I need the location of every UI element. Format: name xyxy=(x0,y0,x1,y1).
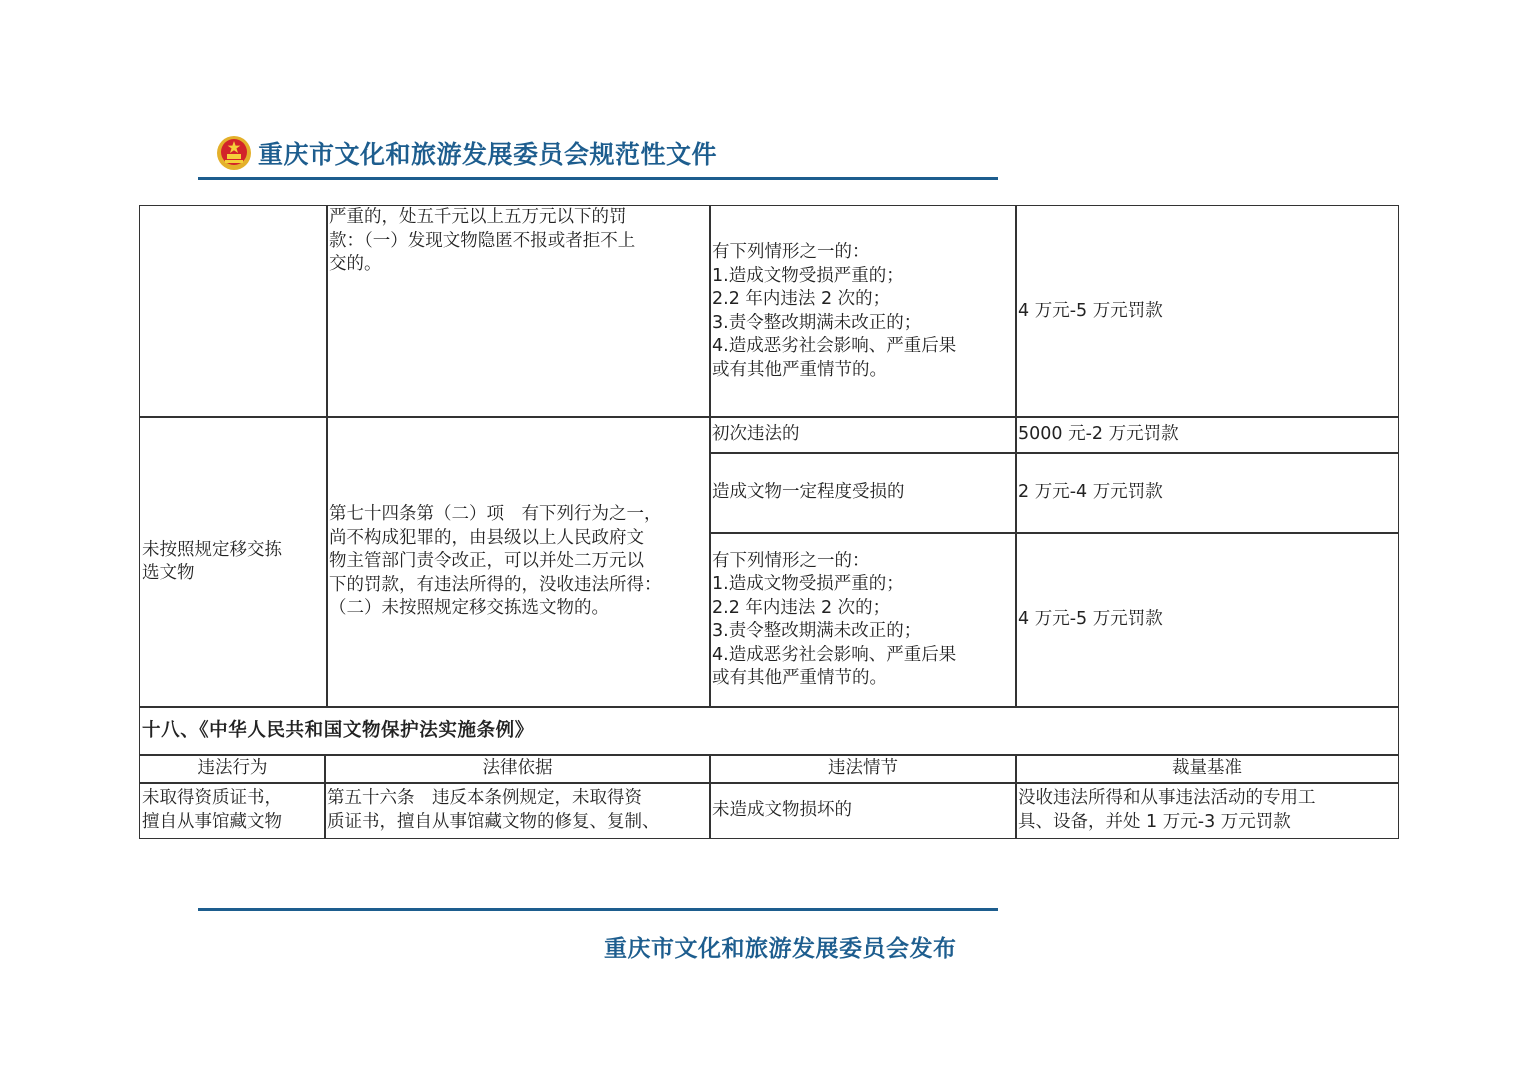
circumstance-cell xyxy=(709,782,1017,839)
circumstance-line: 或有其他严重情节的。 xyxy=(712,359,887,380)
circumstance-cell xyxy=(709,452,1017,534)
circumstance-line: 1.造成文物受损严重的； xyxy=(712,265,904,286)
footer-title: 重庆市文化和旅游发展委员会发布 xyxy=(604,935,957,962)
violation-cell xyxy=(139,416,328,708)
section-title-cell xyxy=(139,706,1399,756)
column-header-label: 违法情节 xyxy=(828,758,898,779)
circumstance-line: 2.2 年内违法 2 次的； xyxy=(712,597,891,618)
standard-cell xyxy=(1015,416,1399,454)
standard-cell xyxy=(1015,782,1399,839)
header-title: 重庆市文化和旅游发展委员会规范性文件 xyxy=(258,140,718,169)
legal-basis-line: 尚不构成犯罪的，由县级以上人民政府文 xyxy=(329,527,644,548)
column-header xyxy=(324,754,711,784)
legal-basis-line: 第五十六条 违反本条例规定，未取得资 xyxy=(327,788,642,808)
column-header xyxy=(709,754,1017,784)
violation-line: 选文物 xyxy=(142,563,195,583)
continued-circumstance-cell xyxy=(709,205,1017,418)
circumstance-cell xyxy=(709,416,1017,454)
column-header-label: 法律依据 xyxy=(482,758,553,779)
standard-cell xyxy=(1015,452,1399,534)
circumstance-line: 3.责令整改期满未改正的； xyxy=(712,312,922,333)
violation-line: 未取得资质证书， xyxy=(142,788,282,808)
legal-basis-line: 交的。 xyxy=(329,254,382,274)
legal-basis-cell xyxy=(324,782,711,839)
column-header xyxy=(1015,754,1399,784)
standard-cell xyxy=(1015,532,1399,708)
section-title: 十八、《中华人民共和国文物保护法实施条例》 xyxy=(142,720,534,742)
legal-basis-line: 第七十四条第（二）项 有下列行为之一， xyxy=(329,504,662,525)
legal-basis-line: 质证书，擅自从事馆藏文物的修复、复制、 xyxy=(327,811,660,832)
column-header-label: 违法行为 xyxy=(197,758,268,779)
national-emblem-icon xyxy=(216,135,252,171)
circumstance-line: 有下列情形之一的： xyxy=(712,242,870,262)
standard-line: 没收违法所得和从事违法活动的专用工 xyxy=(1018,788,1316,808)
violation-line: 擅自从事馆藏文物 xyxy=(142,811,282,832)
circumstance-line: 造成文物一定程度受损的 xyxy=(712,482,905,503)
circumstance-line: 初次违法的 xyxy=(712,424,800,445)
circumstance-cell xyxy=(709,532,1017,708)
continued-violation-cell xyxy=(139,205,328,418)
circumstance-line: 或有其他严重情节的。 xyxy=(712,668,887,688)
standard-text: 4 万元-5 万元罚款 xyxy=(1018,300,1163,321)
footer-rule xyxy=(198,908,998,911)
continued-legal-basis-cell xyxy=(326,205,711,418)
legal-basis-line: 严重的，处五千元以上五万元以下的罚 xyxy=(329,207,627,227)
standard-text: 4 万元-5 万元罚款 xyxy=(1018,609,1163,630)
legal-basis-line: 物主管部门责令改正，可以并处二万元以 xyxy=(329,551,644,572)
legal-basis-cell xyxy=(326,416,711,708)
legal-basis-line: （二）未按照规定移交拣选文物的。 xyxy=(329,598,609,619)
circumstance-line: 4.造成恶劣社会影响、严重后果 xyxy=(712,336,957,356)
standard-text: 2 万元-4 万元罚款 xyxy=(1018,482,1163,503)
header-rule xyxy=(198,177,998,180)
violation-line: 未按照规定移交拣 xyxy=(142,539,282,560)
circumstance-line: 3.责令整改期满未改正的； xyxy=(712,621,922,641)
violation-cell xyxy=(139,782,326,839)
circumstance-line: 有下列情形之一的： xyxy=(712,550,870,571)
document-header xyxy=(216,132,717,174)
continued-standard-cell xyxy=(1015,205,1399,418)
circumstance-line: 4.造成恶劣社会影响、严重后果 xyxy=(712,644,957,665)
standard-line: 具、设备，并处 1 万元-3 万元罚款 xyxy=(1018,811,1291,832)
legal-basis-line: 下的罚款，有违法所得的，没收违法所得： xyxy=(329,574,662,595)
circumstance-line: 未造成文物损坏的 xyxy=(712,799,852,820)
circumstance-line: 1.造成文物受损严重的； xyxy=(712,574,904,594)
column-header-label: 裁量基准 xyxy=(1172,758,1242,779)
column-header xyxy=(139,754,326,784)
standard-text: 5000 元-2 万元罚款 xyxy=(1018,424,1179,445)
legal-basis-line: 款：（一）发现文物隐匿不报或者拒不上 xyxy=(329,230,636,251)
circumstance-line: 2.2 年内违法 2 次的； xyxy=(712,289,891,309)
